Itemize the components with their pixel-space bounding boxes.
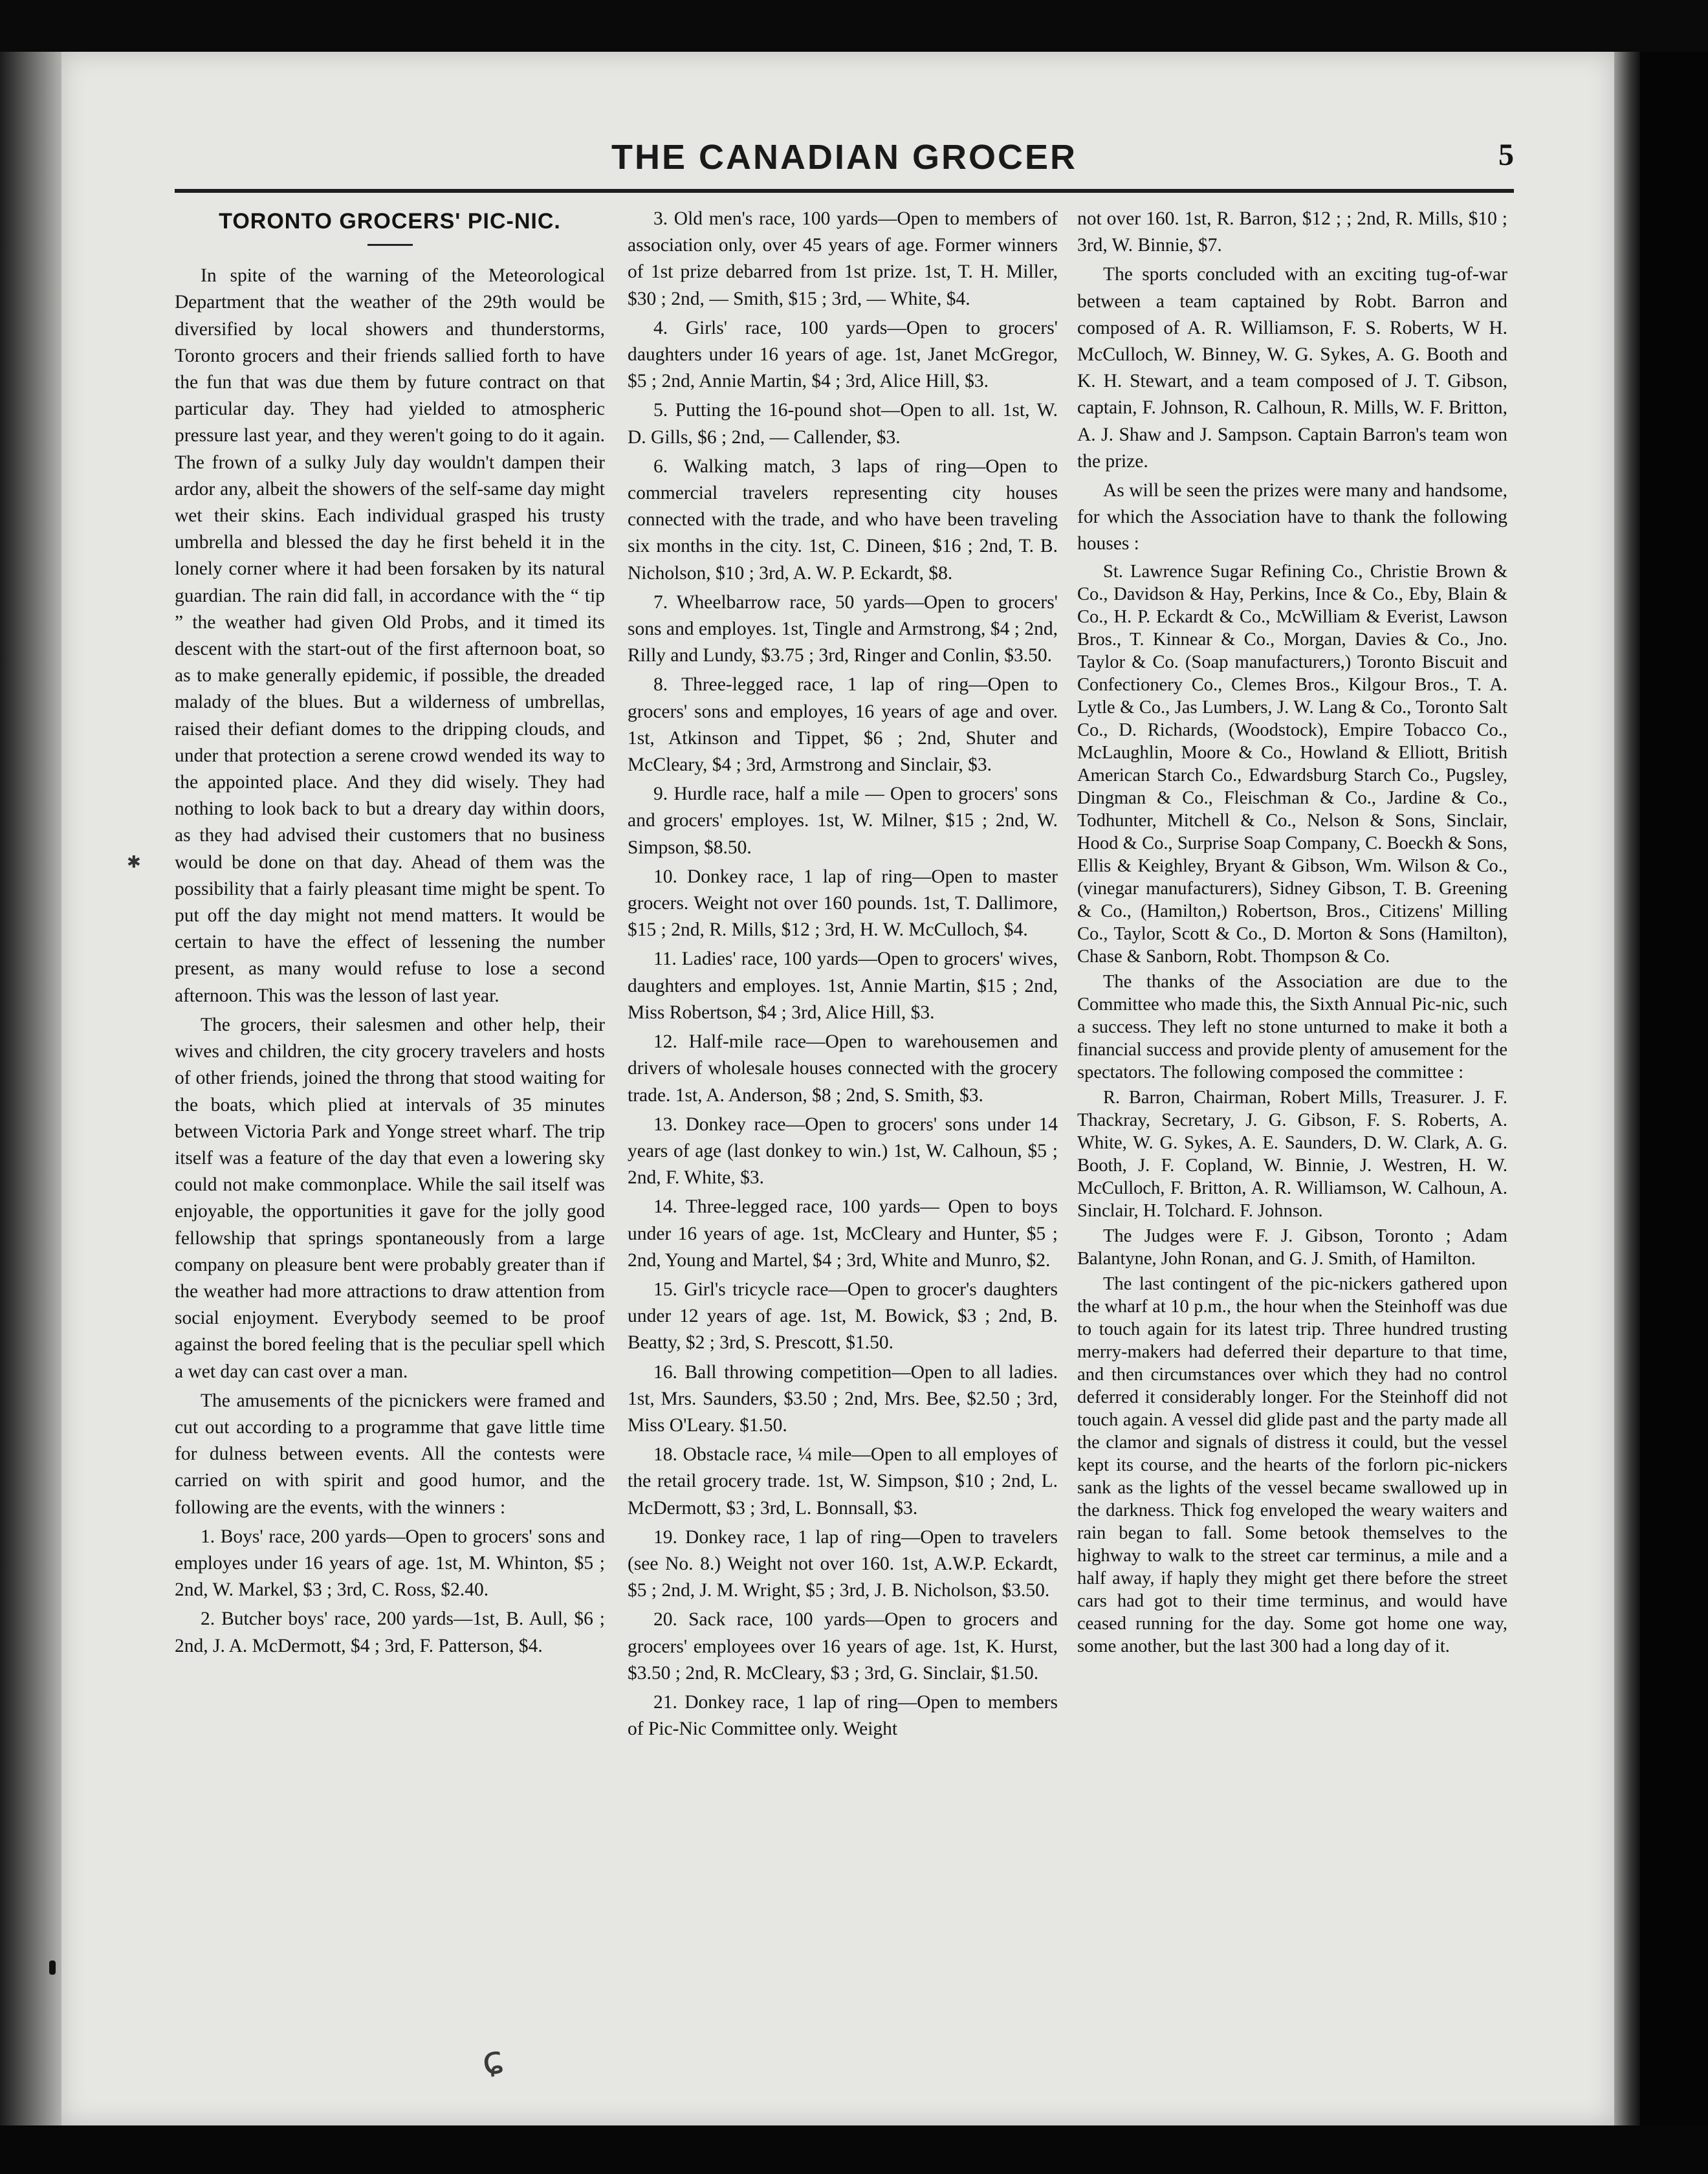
event-result: 10. Donkey race, 1 lap of ring—Open to master grocers. Weight not over 160 pounds. 1st, T. Dallimore, $15 ; 2nd, R. Mills, $12 ; 3rd, H. W. McCulloch, $4. [628, 866, 1058, 941]
event-result: 9. Hurdle race, half a mile — Open to grocers' sons and grocers' employes. 1st, W. Milner, $15 ; 2nd, W. Simpson, $8.50. [628, 784, 1058, 858]
binding-spine [1614, 52, 1640, 2125]
event-result: 14. Three-legged race, 100 yards— Open to boys under 16 years of age. 1st, McCleary and Hunter, $5 ; 2nd, Young and Martel, $4 ; 3rd, White and Munro, $2. [628, 1196, 1058, 1271]
event-result: 3. Old men's race, 100 yards—Open to members of association only, over 45 years of age. Former winners of 1st prize debarred from 1st prize. 1st, T. H. Miller, $30 ; 2nd, — Smith, $15 ; 3rd, — White, $4. [628, 208, 1058, 309]
masthead-title: THE CANADIAN GROCER [611, 138, 1077, 177]
paragraph: The thanks of the Association are due to the Committee who made this, the Sixth Annual Pic-nic, such a success. They left no stone unturned to make it both a financial success and provide plenty of amusement for the spectators. The following composed the committee : [1077, 971, 1507, 1082]
event-result: 12. Half-mile race—Open to warehousemen and drivers of wholesale houses connected with the grocery trade. 1st, A. Anderson, $8 ; 2nd, S. Smith, $3. [628, 1031, 1058, 1106]
headline-divider [367, 244, 413, 246]
event-result: 13. Donkey race—Open to grocers' sons under 14 years of age (last donkey to win.) 1st, W. Calhoun, $5 ; 2nd, F. White, $3. [628, 1114, 1058, 1189]
event-result: 5. Putting the 16-pound shot—Open to all. 1st, W. D. Gills, $6 ; 2nd, — Callender, $3. [628, 400, 1058, 448]
event-result: 2. Butcher boys' race, 200 yards—1st, B. Aull, $6 ; 2nd, J. A. McDermott, $4 ; 3rd, F. Patterson, $4. [175, 1609, 605, 1656]
event-result: 1. Boys' race, 200 yards—Open to grocers' sons and employes under 16 years of age. 1st, M. Whinton, $5 ; 2nd, W. Markel, $3 ; 3rd, C. Ross, $2.40. [175, 1526, 605, 1601]
event-result: 15. Girl's tricycle race—Open to grocer's daughters under 12 years of age. 1st, M. Bowick, $3 ; 2nd, B. Beatty, $2 ; 3rd, S. Prescott, $1.50. [628, 1279, 1058, 1354]
committee-list: R. Barron, Chairman, Robert Mills, Treasurer. J. F. Thackray, Secretary, J. G. Gibson, F. S. Roberts, A. White, W. G. Sykes, A. E. Saunders, D. W. Clark, A. G. Booth, J. F. Copland, W. Binnie, J. Westren, H. W. McCulloch, F. Britton, A. R. Williamson, W. Calhoun, A. Sinclair, H. Tolchard. F. Johnson. [1077, 1087, 1507, 1221]
paragraph: The amusements of the picnickers were framed and cut out according to a programme that gave little time for dulness between events. All the contests were carried on with spirit and good humor, and the following are the events, with the winners : [175, 1390, 605, 1518]
paragraph: The grocers, their salesmen and other help, their wives and children, the city grocery travelers and hosts of other friends, joined the throng that stood waiting for the boats, which plied at intervals of 35 minutes between Victoria Park and Yonge street wharf. The trip itself was a feature of the day that even a lowering sky could not make commonplace. While the sail itself was enjoyable, the opportunities it gave for the jolly good fellowship that springs spontaneously from a large company on pleasure bent were probably greater than if the weather had more attractions to draw attention from social enjoyment. Everybody seemed to be proof against the bored feeling that is the peculiar spell which a wet day can cast over a man. [175, 1014, 605, 1382]
event-result: 7. Wheelbarrow race, 50 yards—Open to grocers' sons and employes. 1st, Tingle and Armstrong, $4 ; 2nd, Rilly and Lundy, $3.75 ; 3rd, Ringer and Conlin, $3.50. [628, 591, 1058, 666]
pencil-mark-icon: ɕ [478, 2036, 507, 2085]
event-result: 4. Girls' race, 100 yards—Open to grocers' daughters under 16 years of age. 1st, Janet McGregor, $5 ; 2nd, Annie Martin, $4 ; 3rd, Alice Hill, $3. [628, 317, 1058, 392]
paragraph: The Judges were F. J. Gibson, Toronto ; Adam Balantyne, John Ronan, and G. J. Smith, of Hamilton. [1077, 1225, 1507, 1269]
event-result: 19. Donkey race, 1 lap of ring—Open to travelers (see No. 8.) Weight not over 160. 1st, A.W.P. Eckardt, $5 ; 2nd, J. M. Wright, $5 ; 3rd, J. B. Nicholson, $3.50. [628, 1526, 1058, 1601]
paragraph: In spite of the warning of the Meteorological Department that the weather of the 29th would be diversified by local showers and thunderstorms, Toronto grocers and their friends sallied forth to have the fun that was due them by future contract on that particular day. They had yielded to atmospheric pressure last year, and they weren't going to do it again. The frown of a sulky July day wouldn't dampen their ardor any, albeit the showers of the self-same day might wet their skins. Each individual grasped his trusty umbrella and blessed the day he first beheld it in the lonely corner where it had been forsaken by its natural guardian. The rain did fall, in accordance with the “ tip ” the weather had given Old Probs, and it timed its descent with the start-out of the first afternoon boat, so as to make generally epidemic, if possible, the dreaded malady of the blues. But a wilderness of umbrellas, raised their defiant domes to the dripping clouds, and under that protection a serene crowd wended its way to the appointed place. And they did wisely. They had nothing to look back to but a dreary day within doors, as they had advised their customers that no business would be done on that day. Ahead of them was the possibility that a fairly pleasant time might be spent. To put off the day might not mend matters. It would be certain to have the effect of lessening the number present, as many would refuse to lose a second afternoon. This was the lesson of last year. [175, 265, 605, 1006]
page-header [175, 129, 1514, 188]
column-2 [628, 206, 1058, 1745]
margin-speck-icon: ✱ [127, 853, 141, 872]
page-number: 5 [1498, 138, 1514, 172]
event-result: 6. Walking match, 3 laps of ring—Open to commercial travelers representing city houses connected with the trade, and who have been traveling six months in the city. 1st, C. Dineen, $16 ; 2nd, T. B. Nicholson, $10 ; 3rd, A. W. P. Eckardt, $8. [628, 456, 1058, 584]
event-result: 20. Sack race, 100 yards—Open to grocers and grocers' employees over 16 years of age. 1st, K. Hurst, $3.50 ; 2nd, R. McCleary, $3 ; 3rd, G. Sinclair, $1.50. [628, 1609, 1058, 1684]
sponsor-list: St. Lawrence Sugar Refining Co., Christie Brown & Co., Davidson & Hay, Perkins, Ince & Co., Eby, Blain & Co., H. P. Eckardt & Co., McWilliam & Everist, Lawson Bros., T. Kinnear & Co., Morgan, Davies & Co., Jno. Taylor & Co. (Soap manufacturers,) Toronto Biscuit and Confectionery Co., Clemes Bros., Kilgour Bros., T. A. Lytle & Co., Jas Lumbers, J. W. Lang & Co., Toronto Salt Co., D. Richards, (Woodstock), Empire Tobacco Co., McLaughlin, Moore & Co., Howland & Elliott, British American Starch Co., Edwardsburg Starch Co., Pugsley, Dingman & Co., Fleischman & Co., Jardine & Co., Todhunter, Mitchell & Co., Nelson & Sons, Sinclair, Hood & Co., Surprise Soap Company, C. Boeckh & Sons, Ellis & Keighley, Bryant & Gibson, Wm. Wilson & Co., (vinegar manufacturers), Sidney Gibson, T. B. Greening & Co., (Hamilton,) Robertson, Bros., Citizens' Milling Co., Taylor, Scott & Co., D. Morton & Sons (Hamilton), Chase & Sanborn, Robt. Thompson & Co. [1077, 561, 1507, 967]
event-result: 18. Obstacle race, ¼ mile—Open to all employes of the retail grocery trade. 1st, W. Simpson, $10 ; 2nd, L. McDermott, $3 ; 3rd, L. Bonnsall, $3. [628, 1444, 1058, 1519]
compact-text-block [1077, 560, 1507, 1658]
column-1 [175, 206, 605, 1662]
column-3 [1077, 206, 1507, 1660]
event-result: 11. Ladies' race, 100 yards—Open to grocers' wives, daughters and employes. 1st, Annie Martin, $15 ; 2nd, Miss Robertson, $4 ; 3rd, Alice Hill, $3. [628, 949, 1058, 1023]
event-result: 8. Three-legged race, 1 lap of ring—Open to grocers' sons and employes, 16 years of age and over. 1st, Atkinson and Tippet, $6 ; 2nd, Shuter and McCleary, $4 ; 3rd, Armstrong and Sinclair, $3. [628, 674, 1058, 776]
header-rule [175, 189, 1514, 193]
binding-hole-icon [49, 1960, 56, 1975]
article-headline: TORONTO GROCERS' PIC-NIC. [219, 209, 561, 234]
paragraph: The sports concluded with an exciting tug-of-war between a team captained by Robt. Barron and composed of A. R. Williamson, F. S. Roberts, W H. McCulloch, W. Binney, W. G. Sykes, A. G. Booth and K. H. Stewart, and a team composed of J. T. Gibson, captain, F. Johnson, R. Calhoun, R. Mills, W. F. Britton, A. J. Shaw and J. Sampson. Captain Barron's team won the prize. [1077, 264, 1507, 472]
event-result: 16. Ball throwing competition—Open to all ladies. 1st, Mrs. Saunders, $3.50 ; 2nd, Mrs. Bee, $2.50 ; 3rd, Miss O'Leary. $1.50. [628, 1361, 1058, 1436]
event-result: 21. Donkey race, 1 lap of ring—Open to members of Pic-Nic Committee only. Weight [628, 1691, 1058, 1740]
scan-border-right [1640, 52, 1708, 2174]
paragraph: The last contingent of the pic-nickers gathered upon the wharf at 10 p.m., the hour when the Steinhoff was due to touch again for its latest trip. Three hundred trusting merry-makers had deferred their departure to that time, and then circumstances over which they had no control deferred it considerably longer. For the Steinhoff did not touch again. A vessel did glide past and the party made all the clamor and signals of distress it could, but the vessel kept its course, and the hearts of the forlorn pic-nickers sank as the lights of the vessel became swallowed up in the darkness. Thick fog enveloped the weary waiters and rain began to fall. Some betook themselves to the highway to walk to the street car terminus, a mile and a half away, if haply they might get there before the street cars had got to their time terminus, and would have ceased running for the day. Some got home one way, some another, but the last 300 had a long day of it. [1077, 1273, 1507, 1656]
scan-border-bottom [0, 2125, 1708, 2174]
continued-text: not over 160. 1st, R. Barron, $12 ; ; 2nd, R. Mills, $10 ; 3rd, W. Binnie, $7. [1077, 208, 1507, 256]
paragraph: As will be seen the prizes were many and handsome, for which the Association have to thank the following houses : [1077, 480, 1507, 554]
